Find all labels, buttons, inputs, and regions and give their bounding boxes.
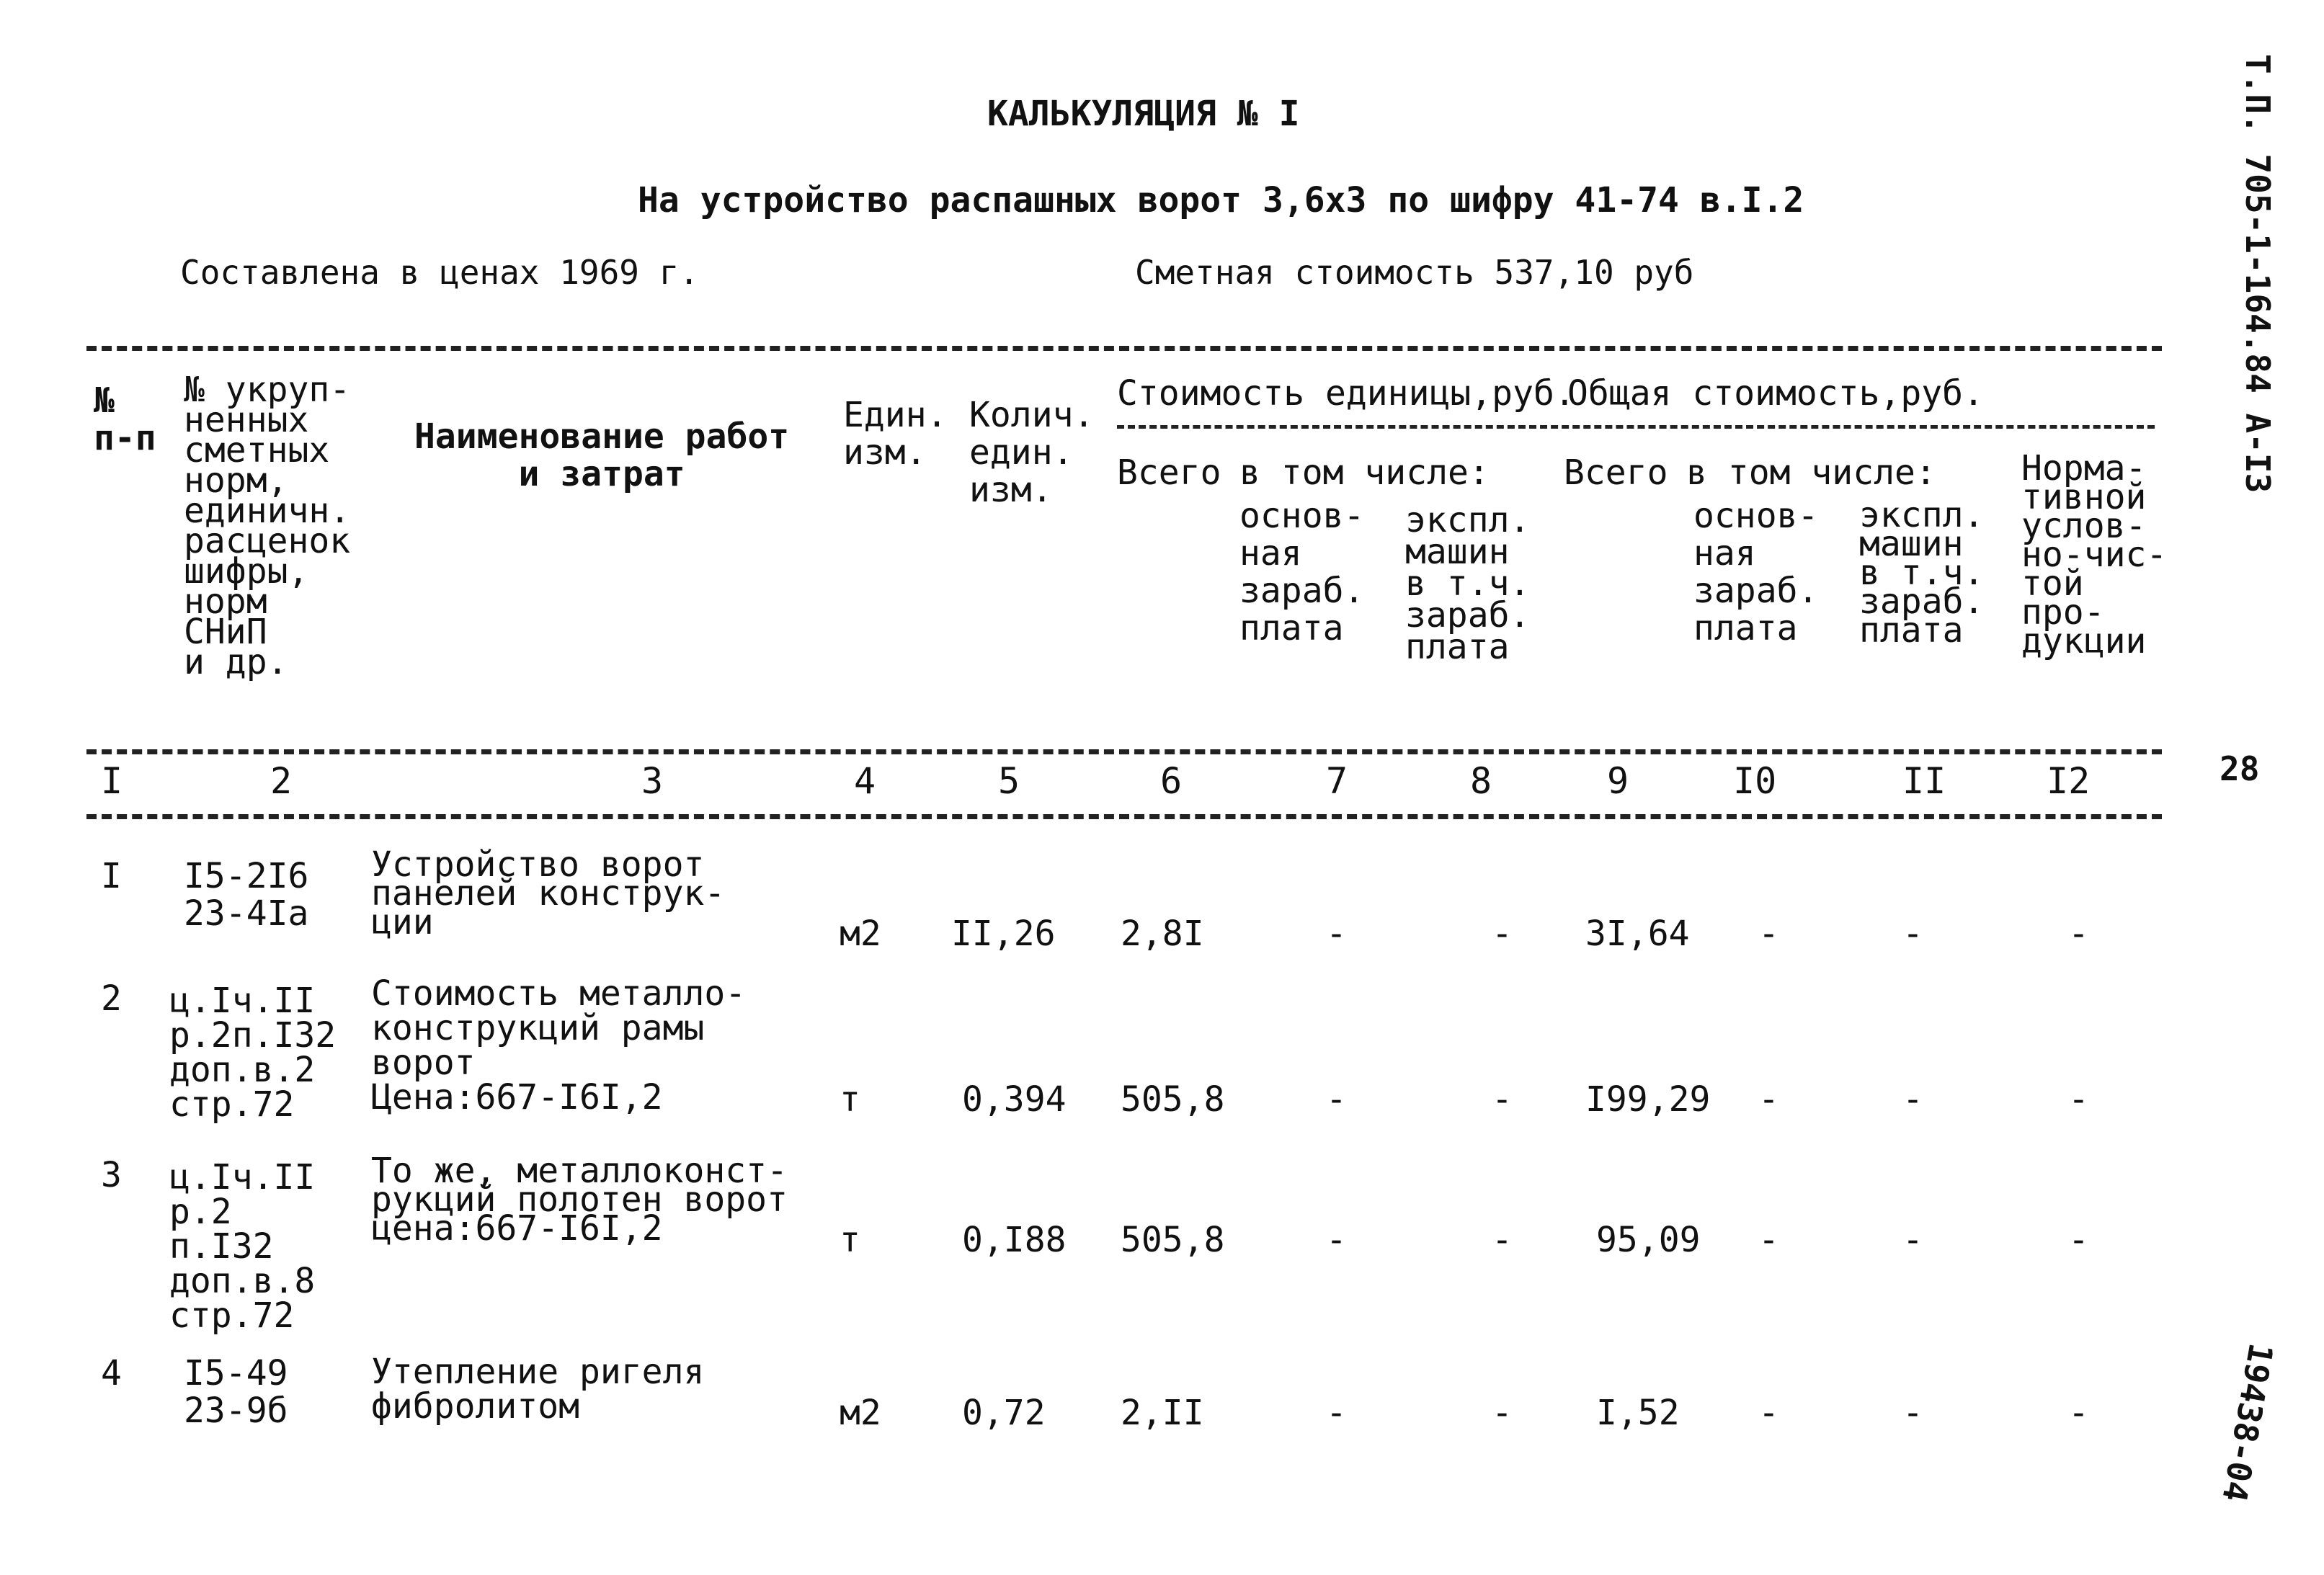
row-total-machines: - <box>1902 1393 1923 1433</box>
rule-group-heading <box>1117 425 2155 429</box>
row-unit-price: 2,II <box>1121 1393 1204 1433</box>
row-total-salary: - <box>1758 914 1779 954</box>
row-total-machines: - <box>1902 1079 1923 1120</box>
header-normative-product: Норма- тивной услов- но-чис- той про- дукции <box>2021 448 2168 661</box>
row-unit-machines: - <box>1492 1079 1513 1120</box>
header-unit: Един. изм. <box>843 395 948 473</box>
row-unit-price: 505,8 <box>1121 1079 1225 1120</box>
row-total-salary: - <box>1758 1220 1779 1260</box>
header-total-salary: основ- ная зараб. плата <box>1693 496 1819 648</box>
column-number: I <box>101 760 123 802</box>
row-normative: - <box>2068 914 2089 954</box>
column-number: 8 <box>1470 760 1492 802</box>
row-number: 3 <box>101 1155 122 1195</box>
row-code: I5-49 23-9б <box>184 1353 288 1431</box>
row-unit-machines: - <box>1492 1220 1513 1260</box>
header-quantity: Колич. един. изм. <box>969 395 1095 510</box>
rule-top <box>86 346 2162 351</box>
column-number: I0 <box>1733 760 1777 802</box>
column-number: II <box>1902 760 1946 802</box>
row-total: 95,09 <box>1596 1220 1701 1260</box>
rule-colnums-bottom <box>86 814 2162 819</box>
header-total-including: в том числе: <box>1686 452 1936 493</box>
header-unit-machines: экспл. машин в т.ч. зараб. плата <box>1405 500 1531 667</box>
side-page-number: 28 <box>2220 749 2260 788</box>
row-quantity: 0,72 <box>962 1393 1046 1433</box>
header-unit-salary: основ- ная зараб. плата <box>1239 496 1365 648</box>
column-number: I2 <box>2047 760 2091 802</box>
compiled-prices-note: Составлена в ценах 1969 г. <box>180 253 700 292</box>
header-work-name: Наименование работ и затрат <box>414 416 790 494</box>
column-number: 9 <box>1607 760 1629 802</box>
side-stamp-number: 19438-04 <box>2214 1340 2281 1505</box>
header-unit-total: Всего <box>1117 452 1221 493</box>
row-number: 4 <box>101 1353 122 1393</box>
row-number: I <box>101 856 122 896</box>
row-normative: - <box>2068 1393 2089 1433</box>
column-number: 6 <box>1160 760 1183 802</box>
row-total: I,52 <box>1596 1393 1680 1433</box>
document-title: КАЛЬКУЛЯЦИЯ № I <box>987 94 1300 134</box>
row-quantity: 0,394 <box>962 1079 1067 1120</box>
row-quantity: II,26 <box>951 914 1056 954</box>
row-name: Стоимость металло- конструкций рамы ворот Цена:667-I6I,2 <box>371 973 747 1117</box>
column-number: 3 <box>641 760 664 802</box>
row-quantity: 0,I88 <box>962 1220 1067 1260</box>
row-unit-price: 2,8I <box>1121 914 1204 954</box>
document-subtitle: На устройство распашных ворот 3,6х3 по шифру 41-74 в.I.2 <box>638 180 1804 220</box>
row-total-salary: - <box>1758 1079 1779 1120</box>
row-unit-salary: - <box>1326 1220 1347 1260</box>
header-row-number: № п-п <box>94 380 156 458</box>
row-number: 2 <box>101 978 122 1019</box>
row-unit-machines: - <box>1492 1393 1513 1433</box>
column-number: 4 <box>854 760 876 802</box>
row-name: То же, металлоконст- рукций полотен ворот цена:667-I6I,2 <box>371 1151 788 1249</box>
row-code: I5-2I6 23-4Iа <box>184 856 309 934</box>
estimate-cost: Сметная стоимость 537,10 руб <box>1135 253 1694 292</box>
row-unit: м2 <box>840 914 881 954</box>
row-total: 3I,64 <box>1585 914 1690 954</box>
row-unit-salary: - <box>1326 1393 1347 1433</box>
column-number: 5 <box>998 760 1020 802</box>
column-number: 7 <box>1326 760 1348 802</box>
row-code: ц.Iч.II р.2 п.I32 доп.в.8 стр.72 <box>169 1157 316 1336</box>
column-number: 2 <box>270 760 293 802</box>
side-document-code: Т.П. 705-1-164.84 А-IЗ <box>2238 54 2277 494</box>
row-unit: т <box>840 1220 860 1260</box>
row-name: Устройство ворот панелей конструк- ции <box>371 844 726 942</box>
row-code: ц.Iч.II р.2п.I32 доп.в.2 стр.72 <box>169 981 337 1125</box>
header-unit-including: в том числе: <box>1239 452 1490 493</box>
header-unit-cost: Стоимость единицы,руб. <box>1117 373 1575 414</box>
row-unit-salary: - <box>1326 914 1347 954</box>
row-total-machines: - <box>1902 1220 1923 1260</box>
row-normative: - <box>2068 1079 2089 1120</box>
row-unit-price: 505,8 <box>1121 1220 1225 1260</box>
header-norm-code: № укруп- ненных сметных норм, единичн. расценок шифры, норм СНиП и др. <box>184 370 351 682</box>
row-total-salary: - <box>1758 1393 1779 1433</box>
row-unit-salary: - <box>1326 1079 1347 1120</box>
row-unit-machines: - <box>1492 914 1513 954</box>
header-total-machines: экспл. машин в т.ч. зараб. плата <box>1859 495 1985 651</box>
header-total-cost: Общая стоимость,руб. <box>1567 373 1984 414</box>
row-total: I99,29 <box>1585 1079 1711 1120</box>
header-total-total: Всего <box>1564 452 1668 493</box>
row-name: Утепление ригеля фибролитом <box>371 1352 705 1427</box>
rule-header-bottom <box>86 749 2162 754</box>
row-normative: - <box>2068 1220 2089 1260</box>
row-unit: т <box>840 1079 860 1120</box>
row-unit: м2 <box>840 1393 881 1433</box>
row-total-machines: - <box>1902 914 1923 954</box>
